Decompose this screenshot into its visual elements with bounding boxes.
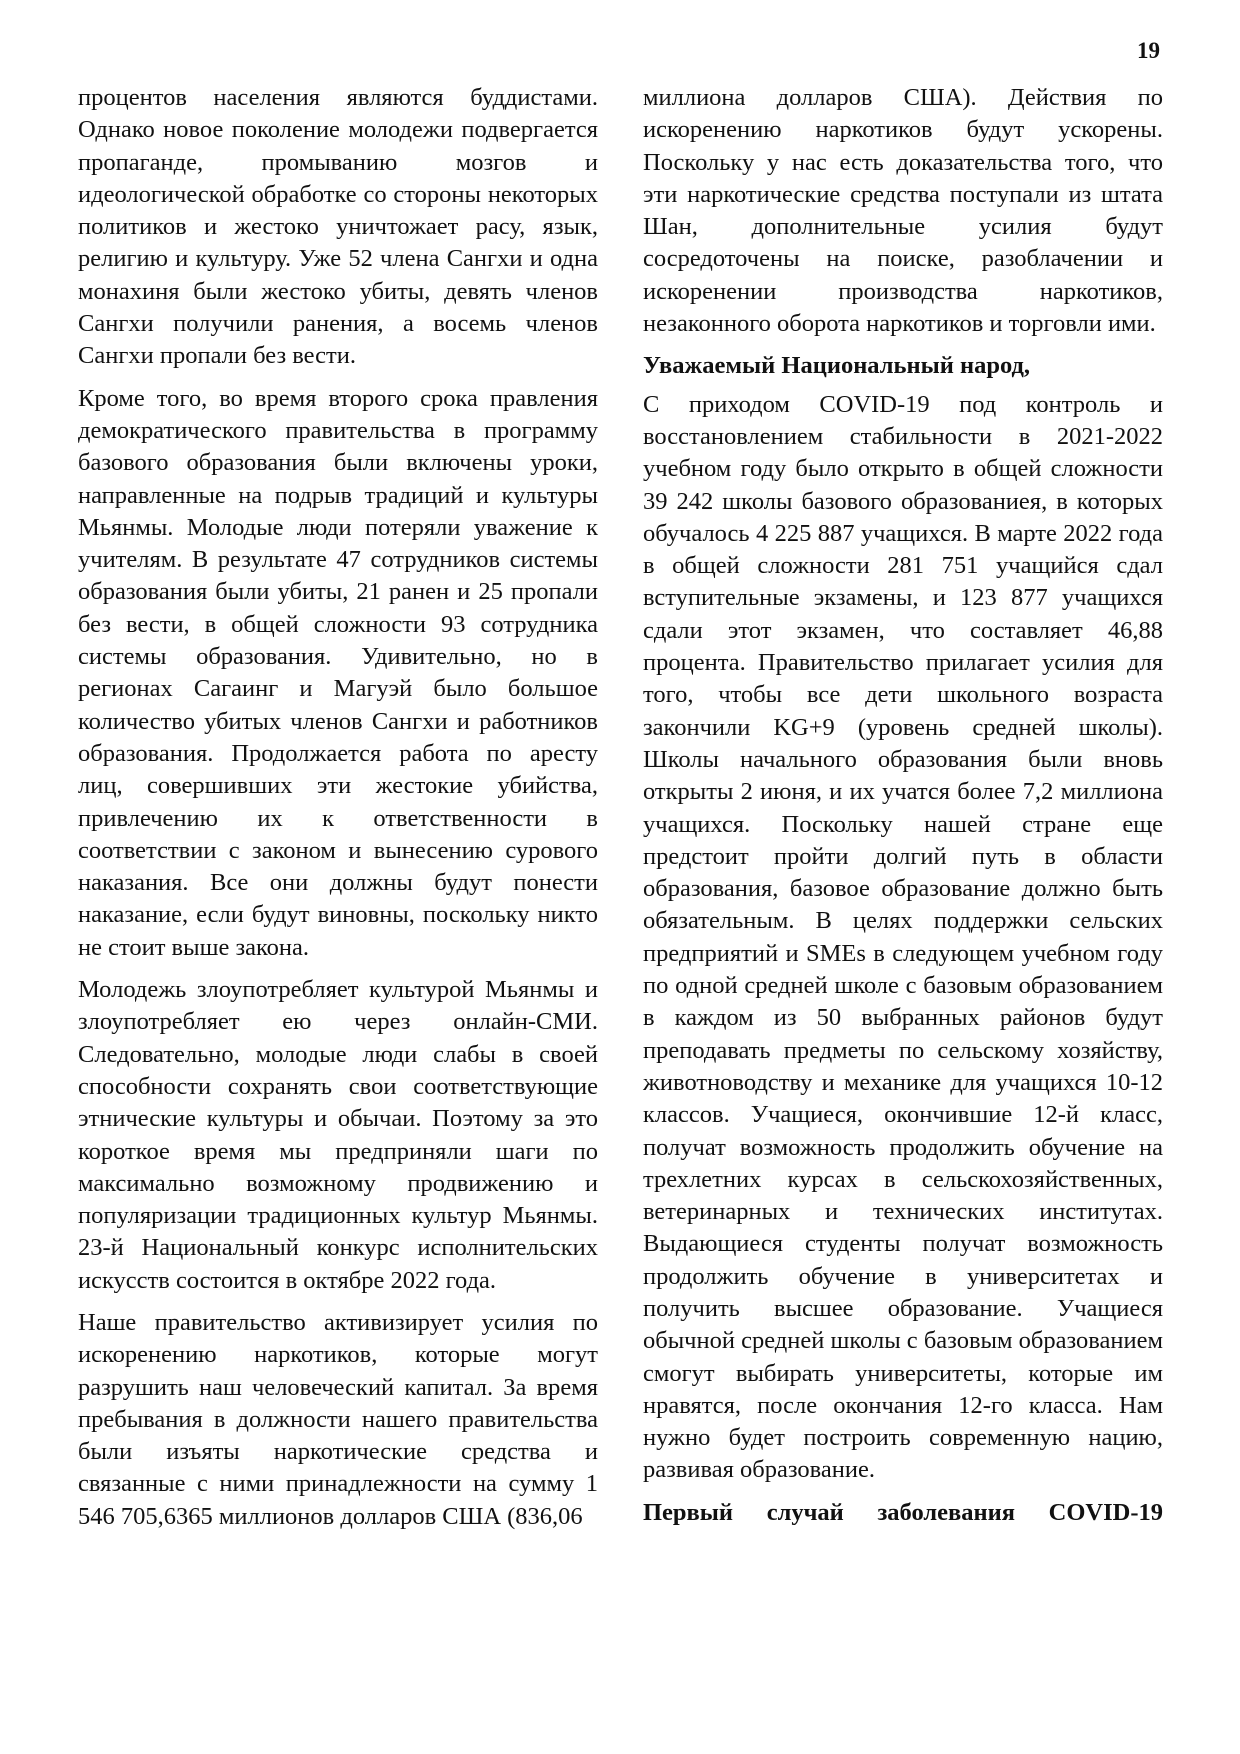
section-heading-covid: Первый случай заболевания COVID-19: [643, 1498, 1163, 1526]
paragraph-education-statistics: С приходом COVID-19 под контроль и восстановлением стабильности в 2021-2022 учебном году было открыто в общей сложности 39 242 школы базового образованиея, в которых обучалось 4 225 887 учащихся. В марте 2022 года в общей сложности 281 751 учащийся сдал вступительные экзамены, и 123 877 учащихся сдали этот экзамен, что составляет 46,88 процента. Правительство прилагает усилия для того, чтобы все дети школьного возраста закончили KG+9 (уровень средней школы). Школы начального образования были вновь открыты 2 июня, и их учатся более 7,2 миллиона учащихся. Поскольку нашей стране еще предстоит пройти долгий путь в области образования, базовое образование должно быть обязательным. В целях поддержки сельских предприятий и SMEs в следующем учебном году по одной средней школе с базовым образованием в каждом из 50 выбранных районов будут преподавать предметы по сельскому хозяйству, животноводству и механике для учащихся 10-12 классов. Учащиеся, окончившие 12-й класс, получат возможность продолжить обучение на трехлетних курсах в сельскохозяйственных, ветеринарных и технических институтах. Выдающиеся студенты получат возможность продолжить обучение в университетах и получить высшее образование. Учащиеся обычной средней школы с базовым образованием смогут выбирать университеты, которые им нравятся, после окончания 12-го класса. Нам нужно будет построить современную нацию, развивая образование.: [643, 390, 1163, 1484]
page-number: 19: [1137, 38, 1160, 63]
paragraph-education-victims: Кроме того, во время второго срока правления демократического правительства в программу базового образования были включены уроки, направленные на подрыв традиций и культуры Мьянмы. Молодые люди потеряли уважение к учителям. В результате 47 сотрудников системы образования были убиты, 21 ранен и 25 пропали без вести, в общей сложности 93 сотрудника системы образования. Удивительно, но в регионах Сагаинг и Магуэй было большое количество убитых членов Сангхи и работников образования. Продолжается работа по аресту лиц, совершивших эти жестокие убийства, привлечению их к ответственности в соответствии с законом и вынесению сурового наказания. Все они должны будут понести наказание, если будут виновны, поскольку никто не стоит выше закона.: [78, 384, 598, 961]
left-column: [78, 82, 598, 1543]
paragraph-culture: Молодежь злоупотребляет культурой Мьянмы и злоупотребляет ею через онлайн-СМИ. Следовательно, молодые люди слабы в своей способности сохранять свои соответствующие этнические культуры и обычаи. Поэтому за это короткое время мы предприняли шаги по максимально возможному продвижению и популяризации традиционных культур Мьянмы. 23-й Национальный конкурс исполнительских искусств состоится в октябре 2022 года.: [78, 976, 598, 1294]
section-heading-national-people: Уважаемый Национальный народ,: [643, 352, 1031, 380]
right-column: [643, 82, 1163, 1535]
paragraph-narcotics: Наше правительство активизирует усилия по искоренению наркотиков, которые могут разрушить наш человеческий капитал. За время пребывания в должности нашего правительства были изъяты наркотические средства и связанные с ними принадлежности на сумму 1 546 705,6365 миллионов долларов США (836,06: [78, 1308, 598, 1530]
paragraph-narcotics-continued: миллиона долларов США). Действия по искоренению наркотиков будут ускорены. Поскольку у нас есть доказательства того, что эти наркотические средства поступали из штата Шан, дополнительные усилия будут сосредоточены на поиске, разоблачении и искоренении производства наркотиков, незаконного оборота наркотиков и торговли ими.: [643, 84, 1163, 338]
paragraph-buddhists: процентов населения являются буддистами. Однако новое поколение молодежи подвергается пропаганде, промыванию мозгов и идеологической обработке со стороны некоторых политиков и жестоко уничтожает расу, язык, религию и культуру. Уже 52 члена Сангхи и одна монахиня были жестоко убиты, девять членов Сангхи получили ранения, а восемь членов Сангхи пропали без вести.: [78, 84, 598, 370]
